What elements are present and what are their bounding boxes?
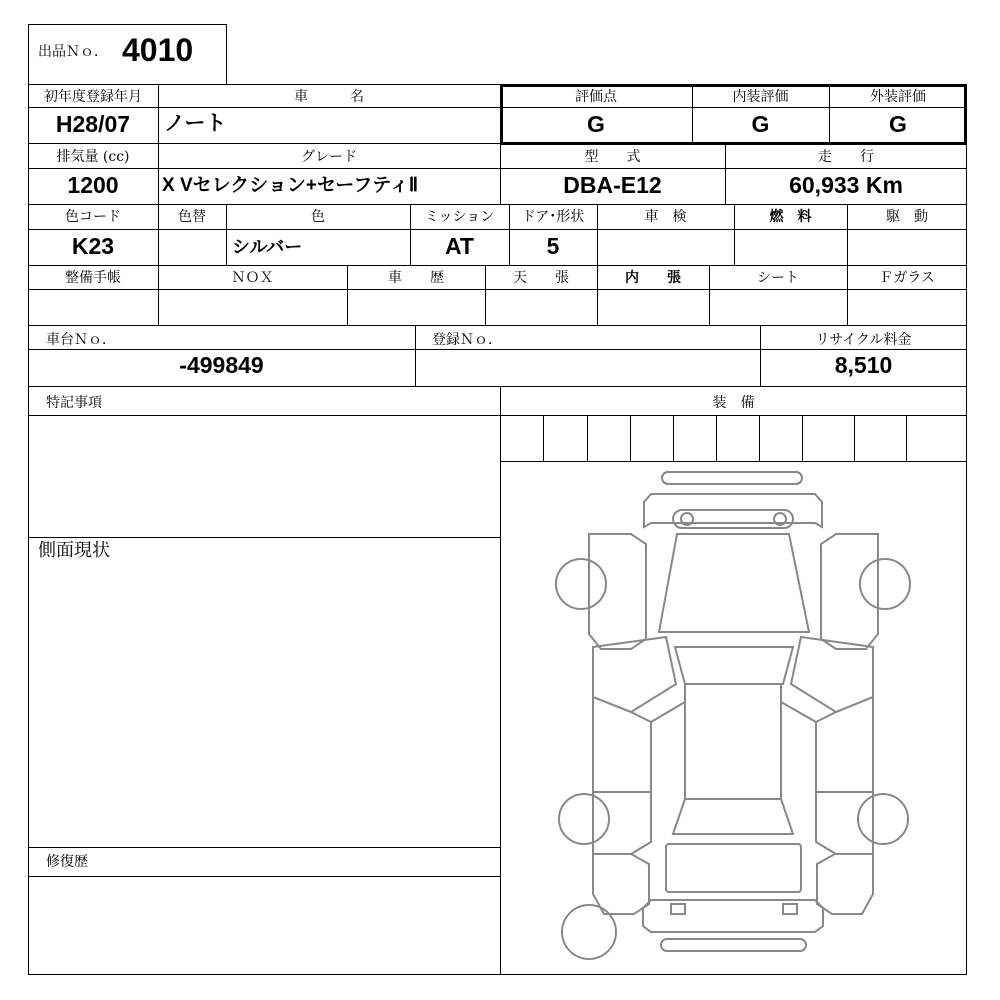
right-rear-wheel xyxy=(858,794,908,844)
transmission-value: AT xyxy=(445,233,474,259)
color-label: 色 xyxy=(311,209,325,225)
spare-tire xyxy=(562,905,616,959)
rear-bumper-bottom xyxy=(661,939,806,951)
front-bumper-top xyxy=(662,472,802,484)
first-registration-label: 初年度登録年月 xyxy=(44,89,142,105)
displacement-label: 排気量 (cc) xyxy=(56,149,130,165)
chassis-number-value: -499849 xyxy=(179,352,264,378)
left-rear-fender xyxy=(593,854,649,914)
drive-label: 駆 動 xyxy=(886,209,928,225)
notes-label: 特記事項 xyxy=(46,395,102,411)
lot-number-prefix: 出品Ｎｏ． xyxy=(38,44,108,60)
repair-history-label: 修復歴 xyxy=(46,854,88,870)
car-name-label: 車 名 xyxy=(294,89,364,105)
car-diagram xyxy=(501,462,966,974)
right-front-fender xyxy=(821,534,878,649)
doors-label: ドア･形状 xyxy=(521,209,585,225)
right-front-wheel xyxy=(860,559,910,609)
right-rear-fender xyxy=(817,854,873,914)
left-taillight-icon xyxy=(671,904,685,914)
model-label: 型 式 xyxy=(584,149,641,165)
model-value: DBA-E12 xyxy=(563,172,662,198)
front-glass-label: Ｆガラス xyxy=(879,270,935,286)
grade-value: X Vセレクション+セーフティⅡ xyxy=(162,175,419,196)
score-label: 評価点 xyxy=(575,89,617,105)
maintenance-record-label: 整備手帳 xyxy=(65,270,121,286)
rear-window xyxy=(673,799,793,834)
car-name-value: ノート xyxy=(164,112,227,135)
mileage-label: 走 行 xyxy=(818,149,874,165)
fuel-label: 燃 料 xyxy=(769,209,812,225)
right-taillight-icon xyxy=(783,904,797,914)
hood xyxy=(659,534,809,632)
lot-number: 4010 xyxy=(122,32,194,68)
displacement-value: 1200 xyxy=(67,172,119,198)
transmission-label: ミッション xyxy=(424,209,495,225)
equipment-label: 装 備 xyxy=(712,395,755,411)
left-front-fender xyxy=(589,534,646,649)
roof xyxy=(685,684,781,799)
chassis-number-label: 車台Ｎｏ． xyxy=(46,332,116,348)
score-value: G xyxy=(587,111,605,137)
nox-label: ＮＯＸ xyxy=(231,270,274,286)
windshield xyxy=(675,647,793,684)
interior-score-label: 内装評価 xyxy=(732,89,789,105)
recycle-fee-label: リサイクル料金 xyxy=(815,332,912,348)
inspection-label: 車 検 xyxy=(644,209,687,225)
recycle-fee-value: 8,510 xyxy=(834,352,893,378)
interior-score-value: G xyxy=(751,111,770,137)
exterior-score-value: G xyxy=(889,111,907,137)
seat-label: シート xyxy=(757,270,799,286)
left-rear-wheel xyxy=(559,794,609,844)
color-code-value: K23 xyxy=(71,233,115,259)
first-registration-value: H28/07 xyxy=(55,111,131,137)
color-value: シルバー xyxy=(232,237,303,257)
car-history-label: 車 歴 xyxy=(388,270,444,286)
left-front-door xyxy=(593,697,651,792)
mileage-value: 60,933 Km xyxy=(789,172,903,198)
doors-value: 5 xyxy=(546,233,560,259)
grade-label: グレード xyxy=(301,149,357,165)
left-front-wheel xyxy=(556,559,606,609)
rear-hatch xyxy=(666,844,801,892)
exterior-score-label: 外装評価 xyxy=(870,89,926,105)
registration-number-label: 登録Ｎｏ． xyxy=(432,332,502,348)
color-change-label: 色替 xyxy=(178,209,206,225)
interior-trim-label: 内 張 xyxy=(625,270,681,286)
side-condition-label: 側面現状 xyxy=(38,540,110,561)
color-code-label: 色コード xyxy=(65,209,121,225)
right-front-door xyxy=(816,697,873,792)
headliner-label: 天 張 xyxy=(513,270,569,286)
